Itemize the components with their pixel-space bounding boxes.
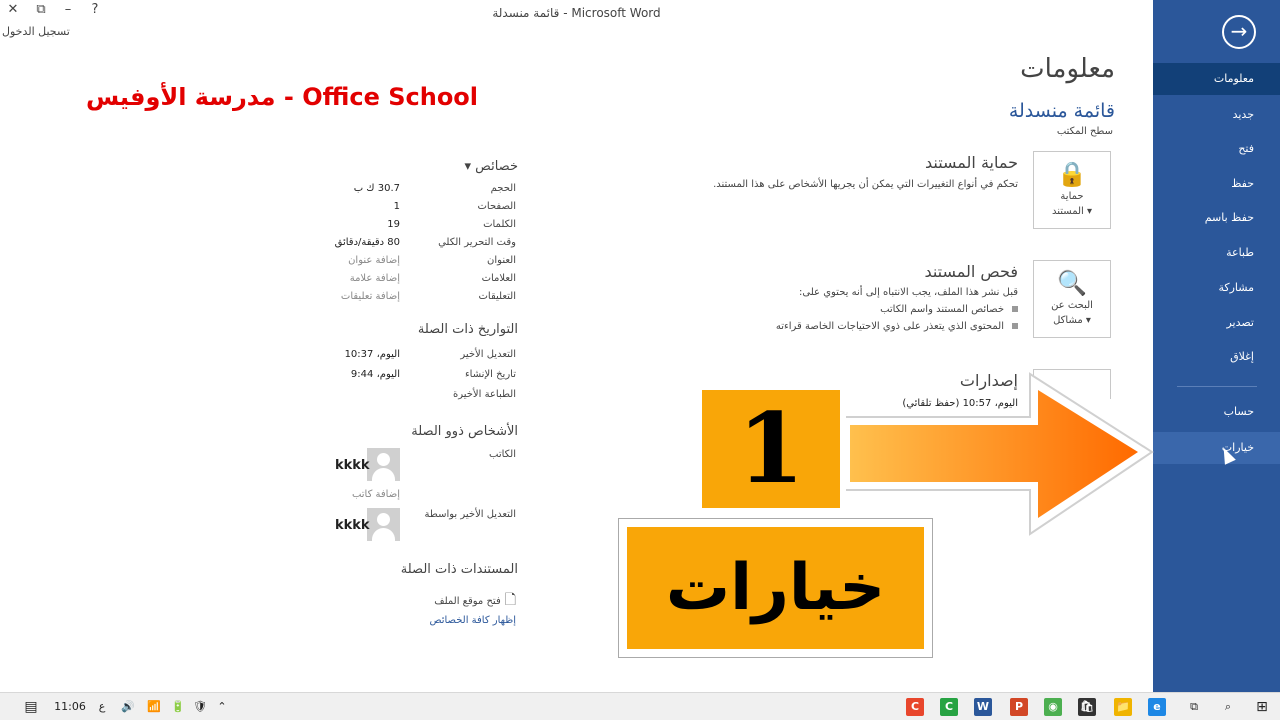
sidebar-item-close[interactable]: إغلاق [1230, 350, 1254, 363]
prop-label: الصفحات [477, 201, 516, 212]
protect-tile-label-2: المستند ▾ [1051, 206, 1092, 217]
add-title-field[interactable]: إضافة عنوان [348, 255, 400, 266]
prop-label: العنوان [487, 255, 516, 266]
add-tag-field[interactable]: إضافة علامة [349, 273, 400, 284]
prop-value: 19 [387, 219, 400, 230]
battery-icon[interactable]: 🔋 [171, 700, 185, 713]
restore-icon[interactable]: ⧉ [36, 2, 46, 17]
check-issues-button[interactable] [1033, 260, 1111, 338]
sidebar-item-options[interactable]: خيارات [1153, 432, 1280, 464]
file-icon: 🗋 [504, 592, 516, 608]
protect-title: حماية المستند [924, 153, 1018, 172]
date-value: اليوم، 9:44 [350, 369, 400, 380]
sidebar-item-save[interactable]: حفظ [1231, 177, 1254, 190]
inspect-tile-label: البحث عن [1051, 300, 1093, 311]
edge-app-icon[interactable]: e [1148, 698, 1166, 716]
brand-watermark: مدرسة الأوفيس - Office School [86, 83, 479, 111]
inspect-icon: 🔍 [1057, 269, 1087, 297]
powerpoint-app-icon[interactable]: P [1010, 698, 1028, 716]
bullet-square-icon [1012, 306, 1018, 312]
sidebar-item-export[interactable]: تصدير [1226, 316, 1254, 329]
protect-document-button[interactable] [1033, 151, 1111, 229]
sidebar-item-save-as[interactable]: حفظ باسم [1204, 211, 1254, 224]
sidebar-item-account[interactable]: حساب [1223, 405, 1254, 418]
avatar [367, 448, 400, 481]
close-icon[interactable]: ✕ [7, 2, 19, 17]
inspect-tile-label-2: مشاكل ▾ [1053, 315, 1091, 326]
properties-header[interactable]: خصائص ▾ [464, 159, 518, 174]
show-all-properties-link[interactable]: إظهار كافة الخصائص [429, 615, 516, 626]
prop-value: 1 [393, 201, 400, 212]
sidebar-item-info[interactable]: معلومات [1153, 63, 1280, 95]
help-icon[interactable]: ? [91, 2, 99, 17]
add-comments-field[interactable]: إضافة تعليقات [340, 291, 400, 302]
step-label: خيارات [627, 527, 924, 649]
date-label: الطباعة الأخيرة [452, 389, 516, 400]
taskbar-app-icon[interactable]: C [940, 698, 958, 716]
page-title: معلومات [1020, 54, 1115, 84]
windows-start-icon[interactable]: ⊞ [1256, 699, 1268, 715]
related-people-header: الأشخاص ذوو الصلة [411, 424, 518, 439]
prop-label: التعليقات [478, 291, 516, 302]
store-app-icon[interactable]: 🛍 [1078, 698, 1096, 716]
clock[interactable]: 11:06 [54, 700, 86, 713]
step-label-callout [618, 518, 933, 658]
bullet-square-icon [1012, 323, 1018, 329]
versions-title: إصدارات [959, 371, 1018, 390]
window-title: قائمة منسدلة - Microsoft Word [492, 6, 661, 20]
prop-label: العلامات [481, 273, 516, 284]
prop-value: 30.7 ك ب [353, 183, 400, 194]
date-label: التعديل الأخير [460, 349, 516, 360]
related-documents-header: المستندات ذات الصلة [400, 562, 518, 577]
volume-icon[interactable]: 🔊 [121, 700, 135, 713]
protect-description: تحكم في أنواع التغييرات التي يمكن أن يجريها الأشخاص على هذا المستند. [713, 179, 1018, 190]
prop-value: 80 دقيقة/دقائق [334, 237, 400, 248]
inspect-description: قبل نشر هذا الملف، يجب الانتباه إلى أنه يحتوي على: [799, 287, 1018, 298]
file-explorer-icon[interactable]: 📁 [1114, 698, 1132, 716]
sidebar-item-new[interactable]: جديد [1232, 108, 1254, 121]
open-file-location-link[interactable] [434, 589, 516, 613]
step-number-callout [696, 384, 846, 514]
document-location: سطح المكتب [1056, 126, 1113, 137]
chevron-up-icon[interactable]: ⌃ [217, 700, 227, 713]
sidebar-item-share[interactable]: مشاركة [1218, 281, 1254, 294]
open-file-location-text: فتح موقع الملف [434, 596, 501, 607]
sidebar-item-open[interactable]: فتح [1238, 142, 1254, 155]
word-app-icon[interactable]: W [974, 698, 992, 716]
taskbar-app-icon[interactable]: C [906, 698, 924, 716]
modified-by-name[interactable]: kkkk [335, 518, 370, 533]
inspect-bullet-text: خصائص المستند واسم الكاتب [880, 304, 1004, 315]
prop-label: وقت التحرير الكلي [438, 237, 516, 248]
avatar [367, 508, 400, 541]
protect-tile-label: حماية [1060, 191, 1084, 202]
version-entry[interactable]: اليوم، 10:57 (حفظ تلقائي) [902, 398, 1018, 409]
backstage-sidebar [1153, 0, 1280, 692]
related-dates-header: التواريخ ذات الصلة [417, 322, 518, 337]
taskbar [0, 692, 1280, 720]
security-icon[interactable]: 🛡 [193, 700, 207, 713]
wifi-icon[interactable]: 📶 [147, 700, 161, 713]
lock-icon: 🔒 [1057, 160, 1087, 188]
back-arrow-icon[interactable]: → [1222, 15, 1256, 49]
language-indicator[interactable]: ع [98, 700, 106, 713]
chrome-app-icon[interactable]: ◉ [1044, 698, 1062, 716]
inspect-title: فحص المستند [924, 262, 1018, 281]
date-label: تاريخ الإنشاء [464, 369, 516, 380]
prop-label: الكلمات [483, 219, 516, 230]
search-icon[interactable]: ⌕ [1224, 700, 1232, 713]
inspect-bullet-text: المحتوى الذي يتعذر على ذوي الاحتياجات الخاصة قراءته [775, 321, 1004, 332]
minimize-icon[interactable]: – [64, 2, 72, 17]
sidebar-item-print[interactable]: طباعة [1226, 246, 1254, 259]
prop-label: الحجم [490, 183, 516, 194]
callout-arrow-icon [840, 372, 1158, 542]
signin-link[interactable]: تسجيل الدخول [2, 25, 70, 38]
inspect-bullet [776, 321, 1018, 332]
sidebar-divider [1177, 386, 1257, 387]
document-name: قائمة منسدلة [1008, 100, 1115, 122]
add-author-link[interactable]: إضافة كاتب [351, 489, 400, 500]
inspect-bullet [880, 304, 1018, 315]
modified-by-label: التعديل الأخير بواسطة [424, 509, 516, 520]
date-value: اليوم، 10:37 [344, 349, 400, 360]
notification-icon[interactable]: ▤ [24, 699, 38, 715]
step-number: 1 [702, 390, 840, 508]
author-name[interactable]: kkkk [335, 458, 370, 473]
title-bar [0, 0, 1153, 28]
task-view-icon[interactable]: ⧉ [1190, 700, 1198, 713]
author-label: الكاتب [489, 449, 516, 460]
